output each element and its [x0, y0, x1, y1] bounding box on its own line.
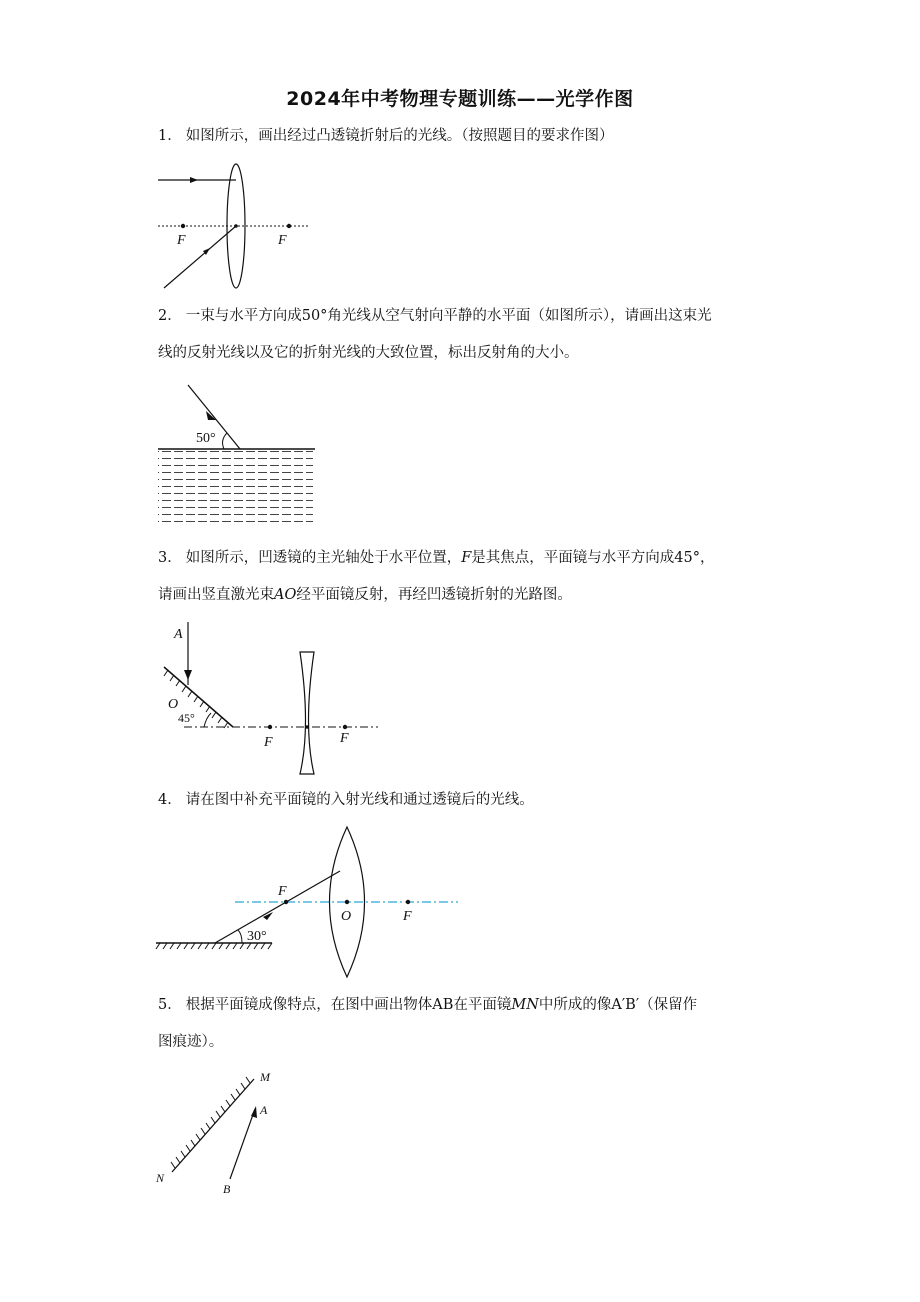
question-number: 4．	[158, 792, 182, 808]
question-text-symbol: AO	[274, 587, 297, 603]
question-1	[158, 118, 768, 155]
point-m-label: M	[260, 1070, 270, 1084]
figure-concave-lens-mirror	[150, 612, 385, 782]
question-4	[158, 782, 768, 819]
question-3	[158, 540, 768, 614]
point-b-label: B	[223, 1182, 231, 1196]
focus-point-left	[181, 224, 185, 228]
angle-arc	[204, 713, 211, 727]
reflected-ray	[215, 871, 340, 943]
question-text-line-2: 图痕迹）。	[158, 1034, 224, 1050]
question-text-line-2: 线的反射光线以及它的折射光线的大致位置，标出反射角的大小。	[158, 345, 579, 361]
question-2	[158, 298, 768, 372]
focus-point-left	[268, 725, 272, 729]
question-text-part: 是其焦点，平面镜与水平方向成45°，	[471, 550, 715, 566]
question-text-line-1: 一束与水平方向成50°角光线从空气射向平静的水平面（如图所示），请画出这束光	[185, 308, 712, 324]
focus-label-right: F	[340, 731, 349, 746]
question-text: 如图所示，画出经过凸透镜折射后的光线。（按照题目的要求作图）	[185, 128, 614, 144]
focus-label-right: F	[278, 233, 287, 248]
optical-center	[234, 224, 238, 228]
focus-point-right	[406, 900, 410, 904]
point-a-label: A	[260, 1103, 268, 1117]
question-text-part: 如图所示，凹透镜的主光轴处于水平位置，	[185, 550, 462, 566]
focus-point-right	[287, 224, 291, 228]
angle-label: 30°	[247, 929, 267, 944]
question-text-part: 根据平面镜成像特点，在图中画出物体AB在平面镜	[185, 997, 512, 1013]
angle-label: 45°	[178, 711, 195, 725]
angle-label: 50°	[196, 431, 216, 446]
focus-point-right	[343, 725, 347, 729]
optical-center	[345, 900, 349, 904]
ray-arrow-icon	[263, 912, 273, 920]
center-label: O	[341, 909, 352, 924]
ray-arrow-icon	[190, 177, 198, 183]
figure-convex-lens-mirror	[150, 822, 465, 982]
point-a-label: A	[174, 627, 183, 642]
ray-arrow-icon	[206, 411, 216, 420]
point-o-label: O	[168, 697, 179, 712]
focus-label-right: F	[403, 909, 412, 924]
angle-arc	[223, 433, 227, 449]
question-5	[158, 987, 768, 1061]
question-text-symbol: MN	[511, 997, 539, 1013]
object-arrow-icon	[251, 1106, 257, 1118]
question-number: 3．	[158, 550, 182, 566]
question-text-part: 经平面镜反射，再经凹透镜折射的光路图。	[296, 587, 572, 603]
question-number: 2．	[158, 308, 182, 324]
figure-convex-lens-1	[150, 155, 320, 295]
question-text-symbol: F	[461, 550, 472, 566]
question-text-part: 请画出竖直激光束	[158, 587, 274, 603]
focus-label-left: F	[278, 884, 287, 899]
question-number: 5．	[158, 997, 182, 1013]
point-n-label: N	[156, 1171, 165, 1185]
mirror-hatching	[171, 1077, 250, 1168]
figure-water-surface	[150, 378, 325, 528]
plane-mirror-mn	[172, 1079, 254, 1172]
question-text: 请在图中补充平面镜的入射光线和通过透镜后的光线。	[185, 792, 534, 808]
object-ab	[230, 1109, 255, 1179]
question-number: 1．	[158, 128, 182, 144]
optical-center	[305, 725, 309, 729]
ray-arrow-icon	[184, 670, 192, 680]
figure-plane-mirror-image	[150, 1062, 285, 1202]
focus-label-left: F	[264, 735, 273, 750]
page-title: 2024年中考物理专题训练——光学作图	[286, 88, 634, 110]
focus-point-left	[284, 900, 288, 904]
focus-label-left: F	[177, 233, 186, 248]
question-text-part: 中所成的像A′B′（保留作	[538, 997, 698, 1013]
concave-lens	[300, 652, 314, 774]
angle-arc	[238, 930, 242, 943]
incident-ray-focus	[164, 226, 236, 288]
water-body	[158, 451, 313, 525]
